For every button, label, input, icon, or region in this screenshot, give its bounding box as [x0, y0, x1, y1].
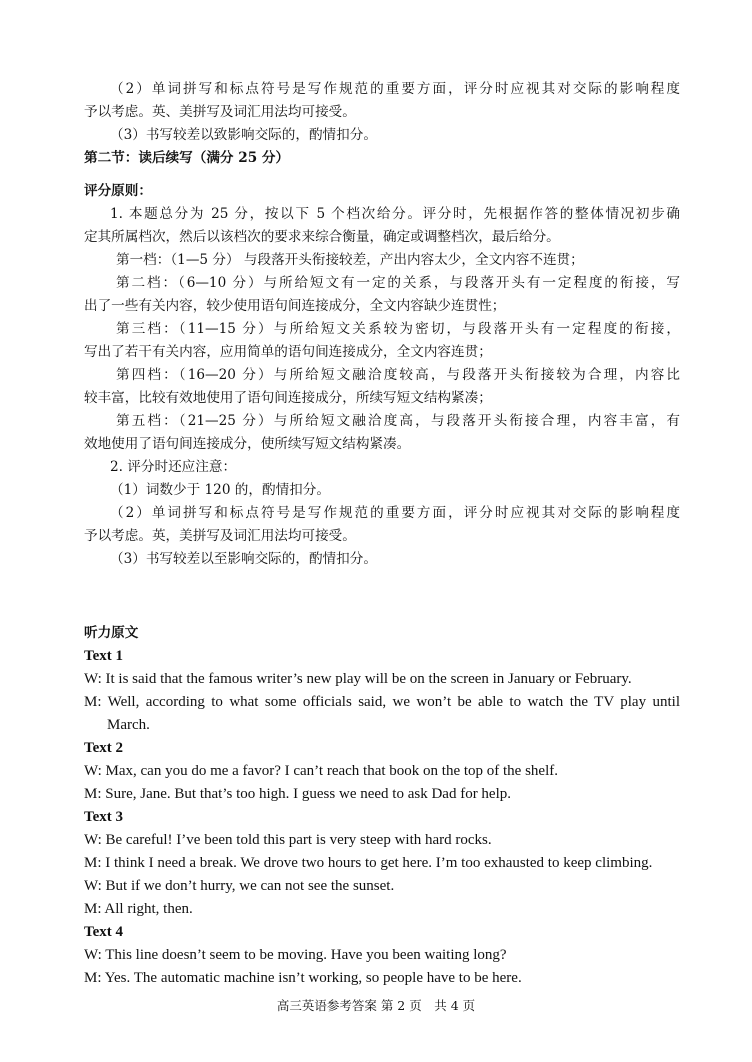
text-1-woman: W: It is said that the famous writer’s new play will be on the screen in January or February.	[84, 671, 632, 687]
tier-5-line-1: 第五档：（21—25 分）与所给短文融洽度高，与段落开头衔接合理，内容丰富，有	[116, 413, 680, 429]
tier-4-line-1: 第四档：（16—20 分）与所给短文融洽度较高，与段落开头衔接较为合理，内容比	[116, 367, 680, 383]
text-3-man-2: M: All right, then.	[84, 901, 193, 917]
text-1-man-line-2: March.	[107, 717, 150, 733]
note-2b-line-2: 予以考虑。英，美拼写及词汇用法均可接受。	[84, 528, 356, 544]
note-3b: （3）书写较差以至影响交际的，酌情扣分。	[110, 551, 377, 567]
section-heading: 第二节：读后续写（满分 25 分）	[84, 150, 290, 166]
text-4-label: Text 4	[84, 924, 124, 940]
text-2-woman: W: Max, can you do me a favor? I can’t reach that book on the top of the shelf.	[84, 763, 559, 779]
tier-1: 第一档：（1—5 分） 与段落开头衔接较差，产出内容太少，全文内容不连贯；	[116, 252, 584, 268]
note-1: （1）词数少于 120 的，酌情扣分。	[110, 482, 330, 498]
page-footer: 高三英语参考答案 第 2 页 共 4 页	[276, 998, 476, 1013]
note-2-line-2: 予以考虑。英、美拼写及词汇用法均可接受。	[84, 104, 356, 120]
note-2b-line-1: （2）单词拼写和标点符号是写作规范的重要方面，评分时应视其对交际的影响程度	[110, 505, 680, 521]
tier-5-line-2: 效地使用了语句间连接成分，使所续写短文结构紧凑。	[84, 436, 411, 452]
note-3: （3）书写较差以致影响交际的，酌情扣分。	[110, 127, 377, 143]
text-3-woman-2: W: But if we don’t hurry, we can not see the sunset.	[84, 878, 395, 894]
text-1-label: Text 1	[84, 648, 124, 664]
tier-3-line-2: 写出了若干有关内容，应用简单的语句间连接成分，全文内容连贯；	[84, 344, 492, 360]
tier-4-line-2: 较丰富，比较有效地使用了语句间连接成分，所续写短文结构紧凑；	[84, 390, 492, 406]
principles-heading: 评分原则：	[84, 183, 152, 199]
note-2-line-1: （2）单词拼写和标点符号是写作规范的重要方面，评分时应视其对交际的影响程度	[110, 81, 680, 97]
text-2-label: Text 2	[84, 740, 124, 756]
text-4-woman: W: This line doesn’t seem to be moving. Have you been waiting long?	[84, 947, 507, 963]
text-1-man-line-1: M: Well, according to what some officials said, we won’t be able to watch the TV play until	[84, 694, 680, 710]
principle-2: 2. 评分时还应注意：	[110, 459, 237, 475]
text-3-man-1: M: I think I need a break. We drove two hours to get here. I’m too exhausted to keep climbing.	[84, 855, 653, 871]
principle-1-line-1: 1. 本题总分为 25 分，按以下 5 个档次给分。评分时，先根据作答的整体情况初步确	[110, 206, 680, 222]
listening-heading: 听力原文	[84, 625, 139, 641]
text-4-man: M: Yes. The automatic machine isn’t working, so people have to be here.	[84, 970, 522, 986]
tier-2-line-2: 出了一些有关内容，较少使用语句间连接成分，全文内容缺少连贯性；	[84, 298, 506, 314]
text-2-man: M: Sure, Jane. But that’s too high. I guess we need to ask Dad for help.	[84, 786, 512, 802]
text-3-woman-1: W: Be careful! I’ve been told this part is very steep with hard rocks.	[84, 832, 492, 848]
text-3-label: Text 3	[84, 809, 124, 825]
tier-2-line-1: 第二档：（6—10 分）与所给短文有一定的关系，与段落开头有一定程度的衔接，写	[116, 275, 680, 291]
principle-1-line-2: 定其所属档次，然后以该档次的要求来综合衡量，确定或调整档次，最后给分。	[84, 229, 560, 245]
tier-3-line-1: 第三档：（11—15 分）与所给短文关系较为密切，与段落开头有一定程度的衔接，	[116, 321, 680, 337]
